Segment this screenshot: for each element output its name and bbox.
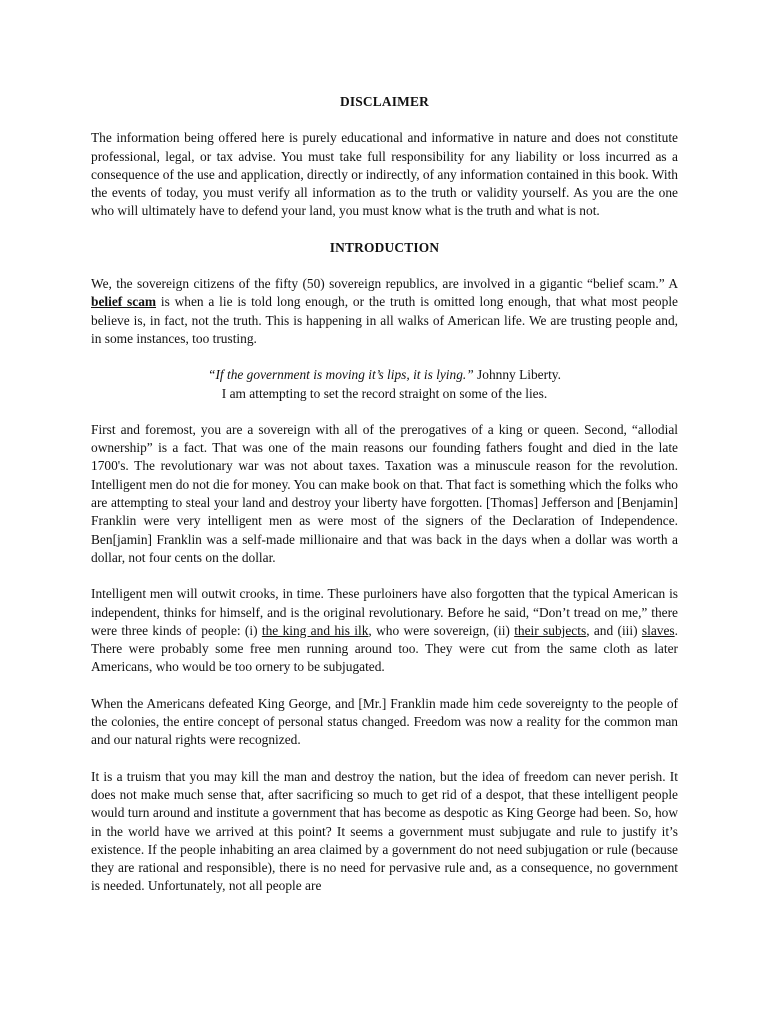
- intro-p3-text-c: , and (iii): [586, 622, 642, 638]
- disclaimer-paragraph: The information being offered here is purely educational and informative in nature and does not constitute professional, legal, or tax advise. You must take full responsibility for any liability or loss incurred as a consequence of the use and application, directly or indirectly, of any information contained in this book. With the events of today, you must verify all information as to the truth or validity yourself. As you are the one who will ultimately have to defend your land, you must know what is the truth and what is not.: [91, 130, 678, 219]
- introduction-heading: INTRODUCTION: [329, 239, 440, 255]
- quote-line-2: I am attempting to set the record straight on some of the lies.: [221, 385, 548, 401]
- intro-paragraph-1: [91, 275, 678, 348]
- intro-p1-text-a: We, the sovereign citizens of the fifty (50) sovereign republics, are involved in a gigantic “belief scam.” A: [91, 276, 678, 292]
- intro-paragraph-3: [91, 585, 678, 676]
- slaves-underlined: slaves: [641, 622, 675, 638]
- belief-scam-term: belief scam: [91, 294, 157, 310]
- disclaimer-heading: DISCLAIMER: [339, 94, 430, 109]
- quote-text: “If the government is moving it’s lips, it is lying.”: [208, 367, 474, 383]
- intro-p3-text-d: . There were probably some free men running around too. They were cut from the same cloth as later Americans, who would be too ornery to be subjugated.: [91, 622, 678, 675]
- intro-p3-text-b: , who were sovereign, (ii): [368, 622, 515, 638]
- intro-paragraph-5: It is a truism that you may kill the man and destroy the nation, but the idea of freedom can never perish. It does not make much sense that, after sacrificing so much to get rid of a despot, that these intelligent people would turn around and institute a government that has become as despotic as King George had been. So, how in the world have we arrived at this point? It seems a government must subjugate and rule to justify it’s existence. If the people inhabiting an area claimed by a government do not need subjugation or rule (because they are rational and responsible), there is no need for pervasive rule and, as a consequence, no government is needed. Unfortunately, not all people are: [91, 768, 678, 894]
- quote-block: [91, 366, 678, 403]
- intro-p1-text-b: is when a lie is told long enough, or the truth is omitted long enough, that what most people believe is, in fact, not the truth. This is happening in all walks of American life. We are trusting people and, in some instances, too trusting.: [91, 294, 678, 346]
- intro-paragraph-4: When the Americans defeated King George, and [Mr.] Franklin made him cede sovereignty to the people of the colonies, the entire concept of personal status changed. Freedom was now a reality for the common man and our natural rights were recognized.: [91, 695, 678, 748]
- king-and-ilk-underlined: the king and his ilk: [261, 622, 369, 638]
- intro-paragraph-2: First and foremost, you are a sovereign with all of the prerogatives of a king or queen. Second, “allodial ownership” is a fact. That was one of the main reasons our founding fathers fought and died in the late 1700's. The revolutionary war was not about taxes. Taxation was a minuscule reason for the revolution. Intelligent men do not die for money. You can make book on that. That fact is something which the folks who are attempting to steal your land and destroy your liberty have forgotten. [Thomas] Jefferson and [Benjamin] Franklin were very intelligent men as were most of the signers of the Declaration of Independence. Ben[jamin] Franklin was a self-made millionaire and that was back in the days when a dollar was worth a dollar, not four cents on the dollar.: [91, 421, 678, 565]
- quote-line-1: [91, 366, 678, 384]
- quote-author: Johnny Liberty.: [473, 367, 561, 383]
- their-subjects-underlined: their subjects: [514, 622, 587, 638]
- intro-p3-text-a: Intelligent men will outwit crooks, in time. These purloiners have also forgotten that the typical American is independent, thinks for himself, and is the original revolutionary. Before he said, “Don’t tread on me,” there were three kinds of people: (i): [91, 586, 678, 638]
